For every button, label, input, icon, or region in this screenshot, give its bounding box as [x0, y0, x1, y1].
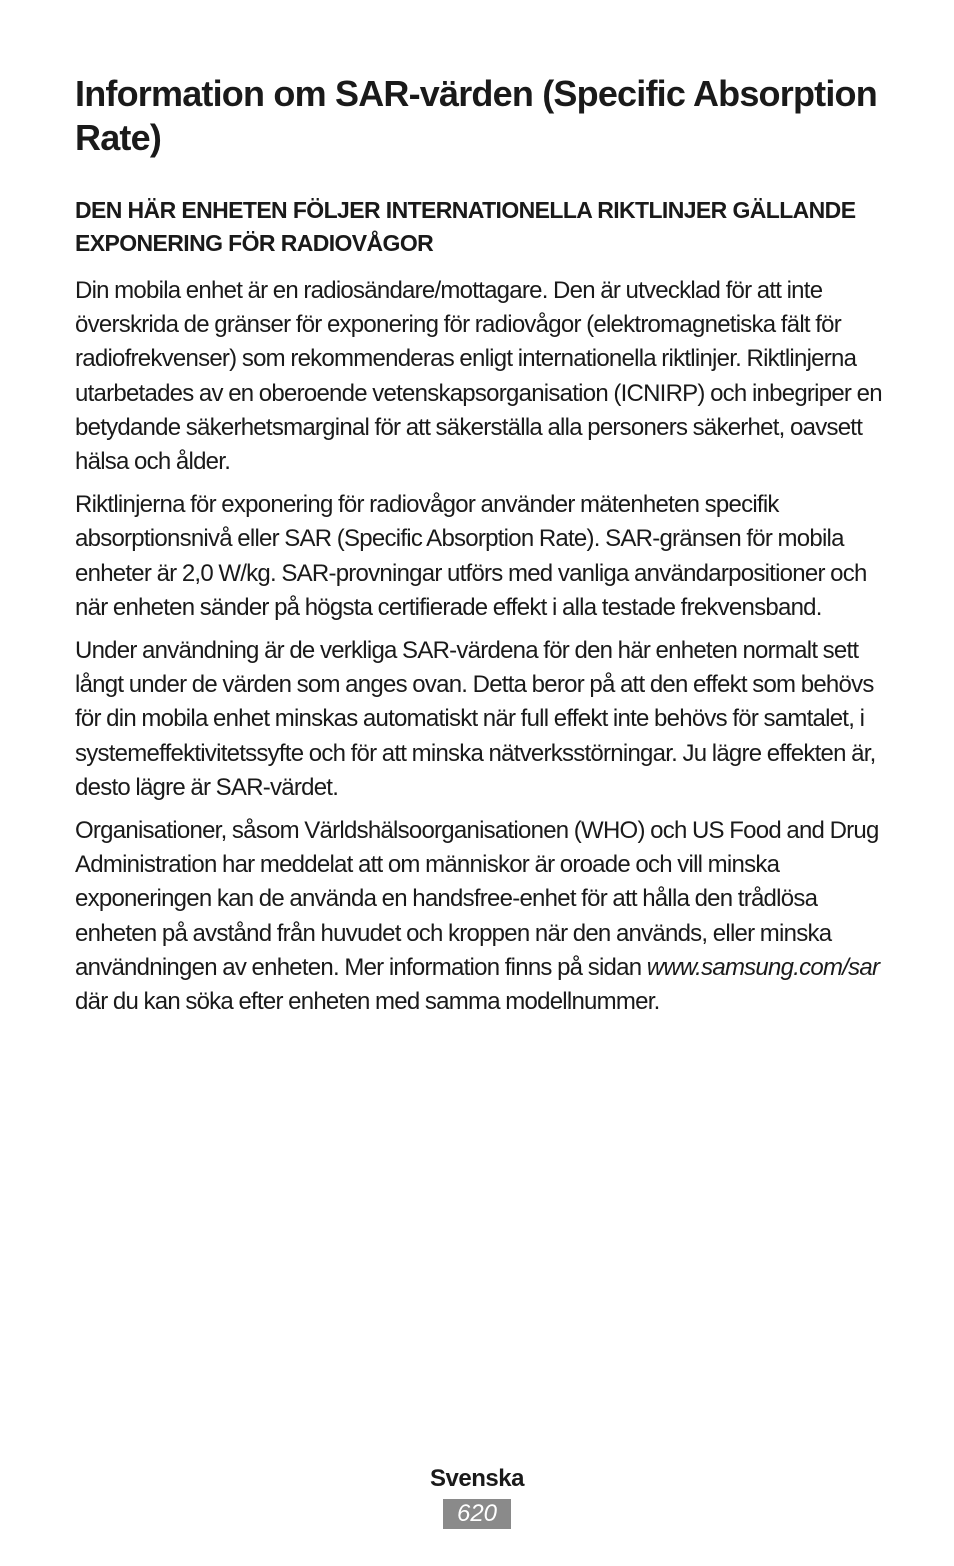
- page-number: 620: [443, 1499, 511, 1529]
- samsung-sar-link[interactable]: www.samsung.com/sar: [646, 953, 880, 981]
- paragraph-3: Under användning är de verkliga SAR-värdena för den här enheten normalt sett långt under de värden som anges ovan. Detta beror på att den effekt som behövs för din mobila enhet minskas automatiskt när full effekt inte behövs för samtalet, i systemeffektivitetssyfte och för att minska nätverksstörningar. Ju lägre effekten är, desto lägre är SAR-värdet.: [75, 637, 876, 801]
- section-heading: DEN HÄR ENHETEN FÖLJER INTERNATIONELLA RIKTLINJER GÄLLANDE EXPONERING FÖR RADIOVÅGOR: [75, 197, 856, 256]
- page-footer: [0, 1462, 954, 1529]
- paragraph-1: Din mobila enhet är en radiosändare/mottagare. Den är utvecklad för att inte överskrida de gränser för exponering för radiovågor (elektromagnetiska fält för radiofrekvenser) som rekommenderas enligt internationella riktlinjer. Riktlinjerna utarbetades av en oberoende vetenskapsorganisation (ICNIRP) och inbegriper en betydande säkerhetsmarginal för att säkerställa alla personers säkerhet, oavsett hälsa och ålder.: [75, 277, 882, 476]
- paragraph-2: Riktlinjerna för exponering för radiovågor använder mätenheten specifik absorptionsnivå eller SAR (Specific Absorption Rate). SAR-gränsen för mobila enheter är 2,0 W/kg. SAR-provningar utförs med vanliga användarpositioner och när enheten sänder på högsta certifierade effekt i alla testade frekvensband.: [75, 491, 867, 621]
- paragraph-4: [75, 814, 883, 1019]
- page-content: [75, 72, 883, 1028]
- paragraph-4-text-after-link: där du kan söka efter enheten med samma modellnummer.: [75, 988, 660, 1016]
- paragraph-4-text-before-link: Organisationer, såsom Världshälsoorganisationen (WHO) och US Food and Drug Administration har meddelat att om människor är oroade och vill minska exponeringen kan de använda en handsfree-enhet för att hålla den trådlösa enheten på avstånd från huvudet och kroppen när den används, eller minska användningen av enheten. Mer information finns på sidan: [75, 817, 879, 981]
- footer-language: Svenska: [430, 1465, 524, 1492]
- page-title: Information om SAR-värden (Specific Absorption Rate): [75, 73, 877, 158]
